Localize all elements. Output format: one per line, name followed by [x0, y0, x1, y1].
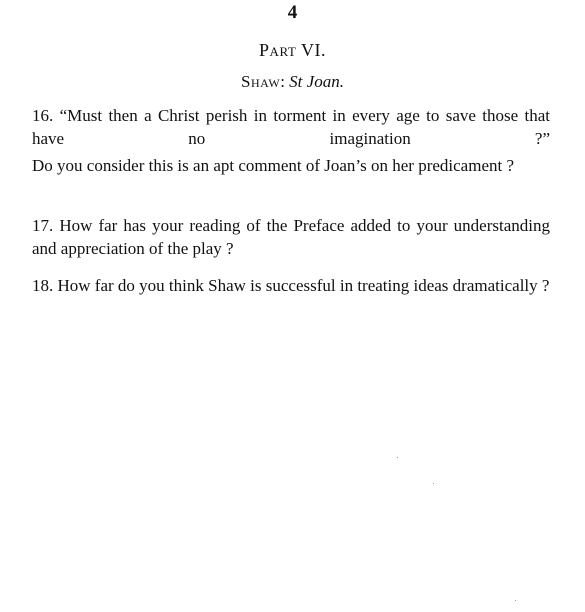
- scan-speck: [433, 483, 434, 484]
- scan-speck: [397, 457, 398, 458]
- scan-speck: [515, 600, 516, 601]
- author-name: Shaw: [241, 72, 281, 91]
- page-number: 4: [287, 2, 298, 23]
- question-16-number: 16.: [32, 106, 54, 125]
- section-subheading: [0, 72, 585, 92]
- part-heading: Part VI.: [259, 40, 326, 60]
- question-17-number: 17.: [32, 216, 54, 235]
- question-17-text: How far has your reading of the Preface added to your understanding and appreciation of the play ?: [32, 216, 550, 258]
- question-18-number: 18.: [32, 276, 54, 295]
- question-16-quote: “Must then a Christ perish in torment in every age to save those that have no imagination ?”: [32, 106, 550, 148]
- question-18-text: How far do you think Shaw is successful in treating ideas dramatically ?: [57, 276, 550, 295]
- question-17: [32, 214, 550, 260]
- work-title: St Joan.: [289, 72, 344, 91]
- subheading-separator: :: [280, 72, 285, 91]
- question-18: [32, 274, 550, 297]
- question-16-prompt: Do you consider this is an apt comment of Joan’s on her predicament ?: [32, 156, 515, 175]
